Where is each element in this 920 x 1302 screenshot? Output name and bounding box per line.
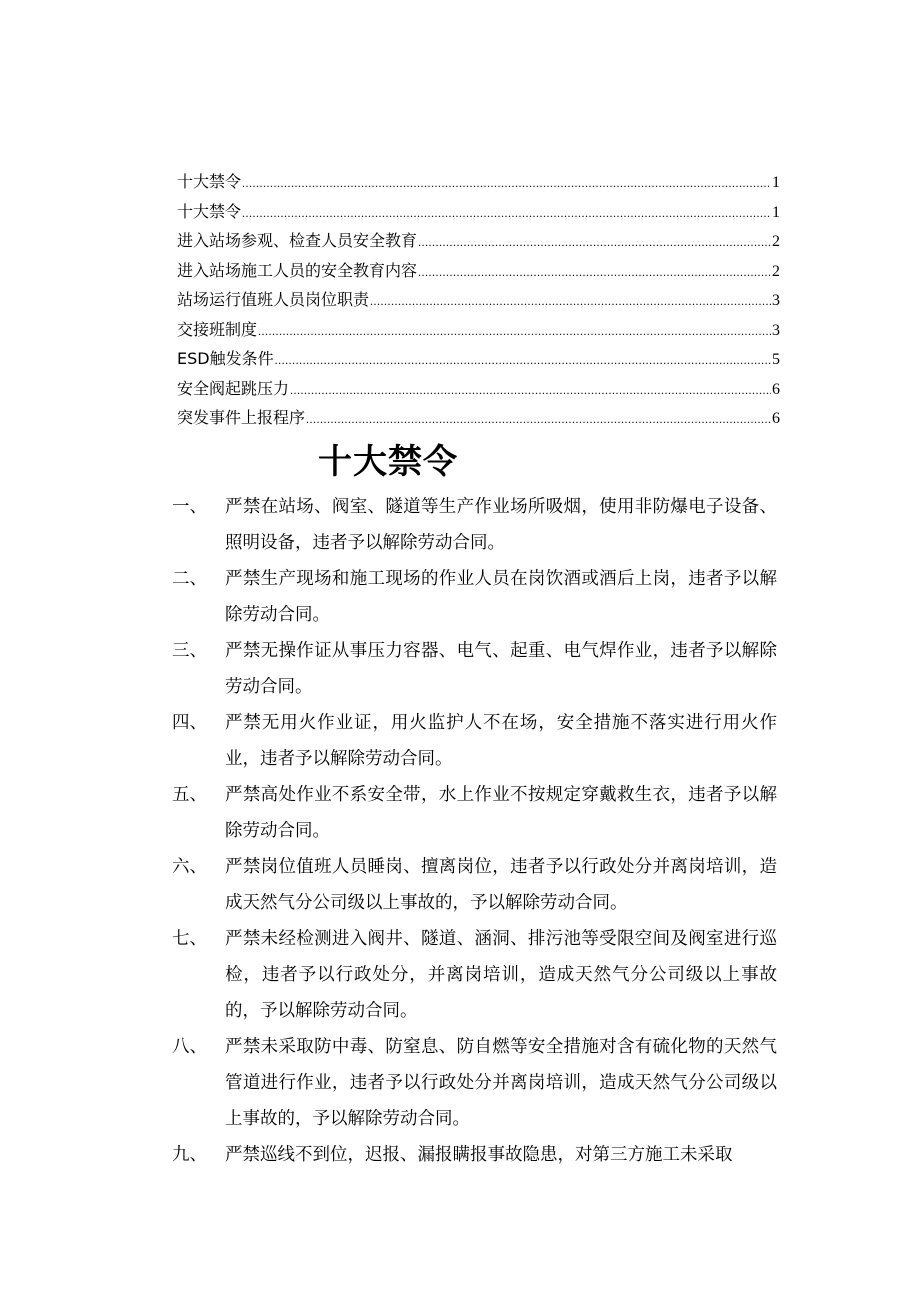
rule-number: 六、	[172, 857, 207, 877]
rule-item	[172, 849, 777, 921]
rule-text: 严禁在站场、阀室、隧道等生产作业场所吸烟，使用非防爆电子设备、照明设备，违者予以解除劳动合同。	[225, 497, 777, 553]
section-heading: 十大禁令	[318, 442, 458, 482]
toc-dot-leader	[258, 317, 771, 347]
rule-text: 严禁无用火作业证，用火监护人不在场，安全措施不落实进行用火作业，违者予以解除劳动合同。	[225, 713, 777, 769]
toc-entry[interactable]	[177, 226, 780, 256]
toc-entry-title: 十大禁令	[177, 172, 242, 191]
rule-item	[172, 777, 777, 849]
rule-text: 严禁生产现场和施工现场的作业人员在岗饮酒或酒后上岗，违者予以解除劳动合同。	[225, 569, 777, 625]
rule-text: 严禁未采取防中毒、防窒息、防自燃等安全措施对含有硫化物的天然气管道进行作业，违者予以行政处分并离岗培训，造成天然气分公司级以上事故的，予以解除劳动合同。	[225, 1037, 777, 1129]
toc-entry[interactable]	[177, 197, 780, 227]
rule-number: 五、	[172, 785, 207, 805]
toc-entry-title: 安全阀起跳压力	[177, 378, 290, 398]
rule-item	[172, 633, 777, 705]
rule-number: 三、	[172, 641, 207, 661]
rule-number: 二、	[172, 569, 207, 589]
rule-item	[172, 1029, 777, 1137]
rule-text: 严禁未经检测进入阀井、隧道、涵洞、排污池等受限空间及阀室进行巡检，违者予以行政处分，并离岗培训，造成天然气分公司级以上事故的，予以解除劳动合同。	[225, 929, 777, 1021]
rule-item	[172, 921, 777, 1029]
rule-text: 严禁无操作证从事压力容器、电气、起重、电气焊作业，违者予以解除劳动合同。	[225, 641, 777, 697]
toc-entry-page: 1	[772, 174, 780, 191]
toc-entry-page: 1	[772, 203, 780, 221]
toc-entry-title: 进入站场施工人员的安全教育内容	[177, 260, 418, 280]
toc-entry-title: 站场运行值班人员岗位职责	[177, 290, 370, 309]
toc-entry[interactable]	[177, 167, 780, 197]
rule-number: 七、	[172, 929, 207, 949]
rule-item	[172, 705, 777, 777]
rule-number: 四、	[172, 713, 207, 733]
toc-entry[interactable]	[177, 403, 780, 433]
toc-entry[interactable]	[177, 256, 780, 286]
toc-entry[interactable]	[177, 285, 780, 315]
toc-entry-page: 3	[772, 292, 780, 309]
rule-number: 九、	[172, 1145, 207, 1165]
toc-dot-leader	[242, 169, 771, 199]
rule-text: 严禁岗位值班人员睡岗、擅离岗位，违者予以行政处分并离岗培训，造成天然气分公司级以上事故的，予以解除劳动合同。	[225, 857, 777, 913]
toc-entry-title: 突发事件上报程序	[177, 408, 306, 427]
toc-entry-title: 十大禁令	[177, 201, 242, 221]
rule-text: 严禁高处作业不系安全带，水上作业不按规定穿戴救生衣，违者予以解除劳动合同。	[225, 785, 777, 841]
rule-item	[172, 561, 777, 633]
toc-entry-page: 6	[772, 380, 780, 398]
toc-dot-leader	[370, 287, 771, 317]
toc-dot-leader	[418, 258, 771, 288]
toc-entry[interactable]	[177, 344, 780, 374]
toc-dot-leader	[290, 376, 771, 406]
rules-list	[172, 489, 777, 1173]
table-of-contents	[177, 167, 780, 433]
toc-dot-leader	[242, 199, 771, 229]
toc-dot-leader	[418, 228, 771, 258]
toc-entry-title: 进入站场参观、检查人员安全教育	[177, 231, 418, 250]
toc-dot-leader	[275, 346, 771, 376]
toc-entry[interactable]	[177, 315, 780, 345]
toc-entry-page: 2	[772, 262, 780, 280]
toc-entry-title: ESD触发条件	[177, 349, 274, 368]
toc-entry-page: 2	[772, 233, 780, 250]
toc-entry[interactable]	[177, 374, 780, 404]
toc-entry-page: 3	[772, 321, 780, 339]
rule-text: 严禁巡线不到位，迟报、漏报瞒报事故隐患，对第三方施工未采取	[225, 1145, 733, 1165]
toc-dot-leader	[306, 405, 771, 435]
rule-number: 一、	[172, 497, 207, 517]
rule-item	[172, 489, 777, 561]
toc-entry-title: 交接班制度	[177, 319, 258, 339]
toc-entry-page: 5	[772, 351, 780, 368]
rule-item	[172, 1137, 777, 1173]
rule-number: 八、	[172, 1037, 207, 1057]
toc-entry-page: 6	[772, 410, 780, 427]
